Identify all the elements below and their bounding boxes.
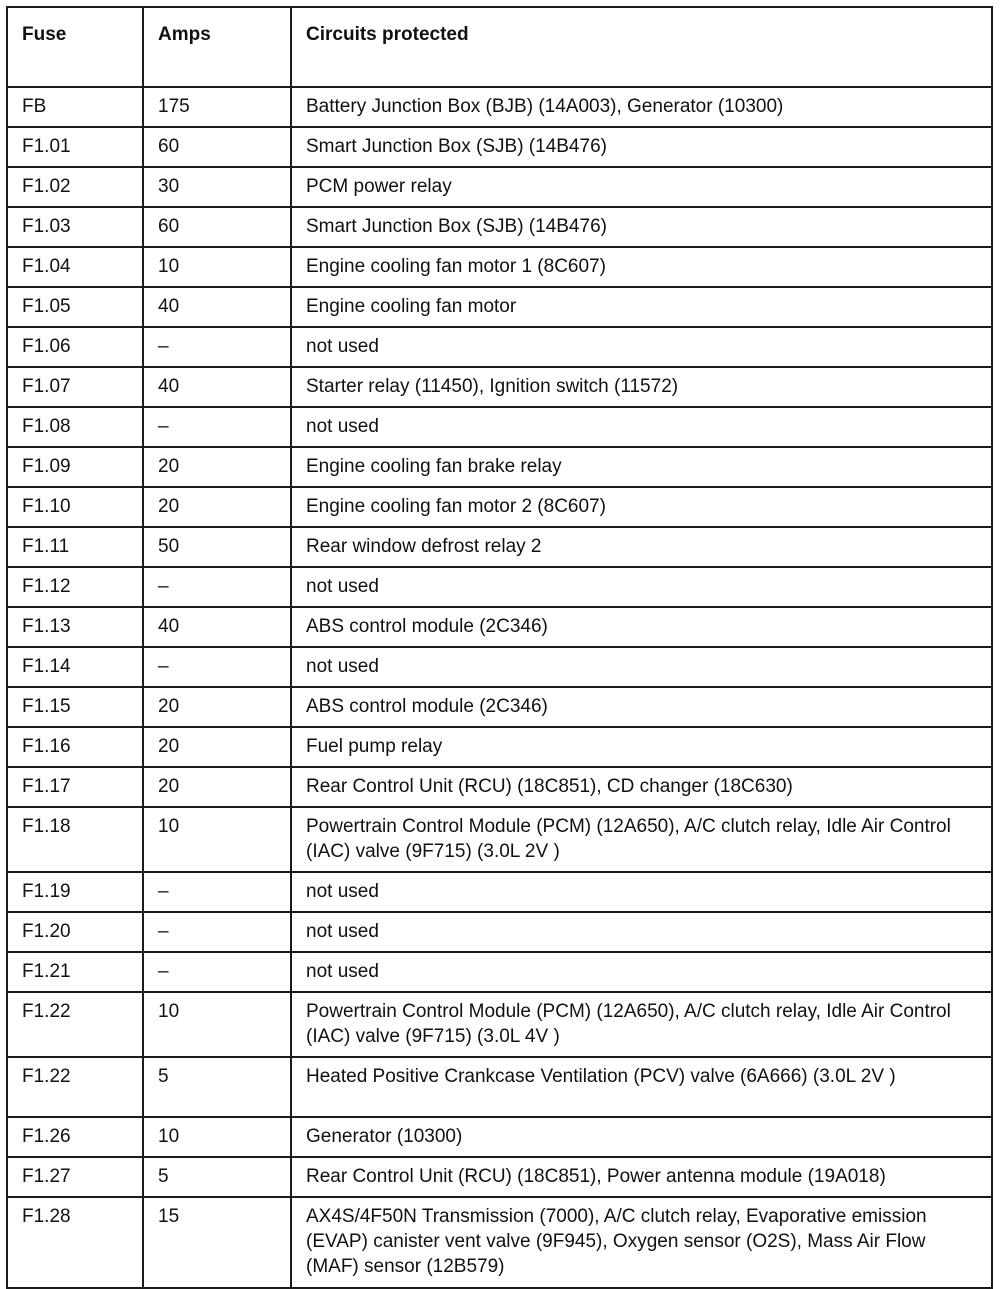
table-row <box>7 527 992 567</box>
table-row <box>7 207 992 247</box>
amps-cell: 20 <box>143 687 291 727</box>
fuse-cell: F1.20 <box>7 912 143 952</box>
fuse-cell: F1.06 <box>7 327 143 367</box>
table-row <box>7 327 992 367</box>
circuits-cell: Engine cooling fan motor 2 (8C607) <box>291 487 992 527</box>
circuits-cell: Powertrain Control Module (PCM) (12A650), A/C clutch relay, Idle Air Control (IAC) valve (9F715) (3.0L 2V ) <box>291 807 992 872</box>
circuits-cell: not used <box>291 872 992 912</box>
amps-cell: 5 <box>143 1157 291 1197</box>
fuse-cell: F1.02 <box>7 167 143 207</box>
fuse-cell: F1.07 <box>7 367 143 407</box>
table-row <box>7 872 992 912</box>
table-row <box>7 247 992 287</box>
table-row <box>7 127 992 167</box>
table-row <box>7 992 992 1057</box>
fuse-cell: F1.01 <box>7 127 143 167</box>
table-row <box>7 287 992 327</box>
circuits-cell: not used <box>291 327 992 367</box>
fuse-cell: F1.22 <box>7 992 143 1057</box>
circuits-cell: Heated Positive Crankcase Ventilation (PCV) valve (6A666) (3.0L 2V ) <box>291 1057 992 1117</box>
table-row <box>7 407 992 447</box>
table-row <box>7 952 992 992</box>
amps-cell: – <box>143 952 291 992</box>
circuits-cell: PCM power relay <box>291 167 992 207</box>
table-row <box>7 487 992 527</box>
table-row <box>7 647 992 687</box>
circuits-cell: Smart Junction Box (SJB) (14B476) <box>291 127 992 167</box>
fuse-cell: F1.09 <box>7 447 143 487</box>
fuse-cell: F1.10 <box>7 487 143 527</box>
circuits-cell: Engine cooling fan motor 1 (8C607) <box>291 247 992 287</box>
amps-cell: 60 <box>143 207 291 247</box>
amps-cell: 60 <box>143 127 291 167</box>
amps-cell: 40 <box>143 287 291 327</box>
circuits-cell: Generator (10300) <box>291 1117 992 1157</box>
table-row <box>7 912 992 952</box>
fuse-cell: F1.18 <box>7 807 143 872</box>
circuits-cell: Battery Junction Box (BJB) (14A003), Generator (10300) <box>291 87 992 127</box>
circuits-cell: Rear Control Unit (RCU) (18C851), CD changer (18C630) <box>291 767 992 807</box>
amps-cell: 10 <box>143 247 291 287</box>
circuits-cell: Engine cooling fan motor <box>291 287 992 327</box>
fuse-cell: F1.03 <box>7 207 143 247</box>
table-row <box>7 447 992 487</box>
fuse-table <box>6 6 993 1289</box>
table-row <box>7 687 992 727</box>
fuse-cell: F1.27 <box>7 1157 143 1197</box>
fuse-cell: F1.04 <box>7 247 143 287</box>
circuits-cell: Smart Junction Box (SJB) (14B476) <box>291 207 992 247</box>
amps-cell: – <box>143 407 291 447</box>
circuits-cell: Starter relay (11450), Ignition switch (11572) <box>291 367 992 407</box>
amps-cell: – <box>143 647 291 687</box>
table-row <box>7 87 992 127</box>
circuits-cell: Engine cooling fan brake relay <box>291 447 992 487</box>
circuits-cell: not used <box>291 912 992 952</box>
amps-cell: 175 <box>143 87 291 127</box>
amps-cell: 40 <box>143 607 291 647</box>
table-row <box>7 1057 992 1117</box>
amps-cell: 15 <box>143 1197 291 1288</box>
amps-cell: 10 <box>143 1117 291 1157</box>
header-amps: Amps <box>143 7 291 87</box>
circuits-cell: not used <box>291 407 992 447</box>
fuse-cell: F1.13 <box>7 607 143 647</box>
amps-cell: 40 <box>143 367 291 407</box>
header-fuse: Fuse <box>7 7 143 87</box>
table-row <box>7 1117 992 1157</box>
header-row <box>7 7 992 87</box>
fuse-cell: F1.17 <box>7 767 143 807</box>
table-row <box>7 167 992 207</box>
fuse-cell: F1.16 <box>7 727 143 767</box>
table-row <box>7 767 992 807</box>
amps-cell: 5 <box>143 1057 291 1117</box>
fuse-cell: F1.08 <box>7 407 143 447</box>
circuits-cell: ABS control module (2C346) <box>291 607 992 647</box>
table-row <box>7 567 992 607</box>
circuits-cell: Rear window defrost relay 2 <box>291 527 992 567</box>
fuse-cell: F1.19 <box>7 872 143 912</box>
amps-cell: 10 <box>143 807 291 872</box>
header-circuits: Circuits protected <box>291 7 992 87</box>
fuse-cell: F1.15 <box>7 687 143 727</box>
fuse-cell: F1.21 <box>7 952 143 992</box>
table-row <box>7 1197 992 1288</box>
table-row <box>7 727 992 767</box>
table-row <box>7 607 992 647</box>
amps-cell: 30 <box>143 167 291 207</box>
fuse-cell: F1.05 <box>7 287 143 327</box>
circuits-cell: not used <box>291 952 992 992</box>
circuits-cell: ABS control module (2C346) <box>291 687 992 727</box>
amps-cell: 20 <box>143 487 291 527</box>
amps-cell: – <box>143 872 291 912</box>
table-row <box>7 807 992 872</box>
circuits-cell: Powertrain Control Module (PCM) (12A650), A/C clutch relay, Idle Air Control (IAC) valve (9F715) (3.0L 4V ) <box>291 992 992 1057</box>
table-row <box>7 1157 992 1197</box>
amps-cell: 20 <box>143 447 291 487</box>
amps-cell: 20 <box>143 767 291 807</box>
table-row <box>7 367 992 407</box>
circuits-cell: AX4S/4F50N Transmission (7000), A/C clutch relay, Evaporative emission (EVAP) canister vent valve (9F945), Oxygen sensor (O2S), Mass Air Flow (MAF) sensor (12B579) <box>291 1197 992 1288</box>
amps-cell: 50 <box>143 527 291 567</box>
amps-cell: – <box>143 327 291 367</box>
circuits-cell: Fuel pump relay <box>291 727 992 767</box>
amps-cell: – <box>143 567 291 607</box>
fuse-cell: F1.28 <box>7 1197 143 1288</box>
circuits-cell: not used <box>291 647 992 687</box>
fuse-cell: F1.22 <box>7 1057 143 1117</box>
amps-cell: 20 <box>143 727 291 767</box>
circuits-cell: Rear Control Unit (RCU) (18C851), Power antenna module (19A018) <box>291 1157 992 1197</box>
circuits-cell: not used <box>291 567 992 607</box>
fuse-cell: F1.11 <box>7 527 143 567</box>
fuse-cell: F1.12 <box>7 567 143 607</box>
fuse-cell: FB <box>7 87 143 127</box>
fuse-cell: F1.26 <box>7 1117 143 1157</box>
amps-cell: – <box>143 912 291 952</box>
fuse-cell: F1.14 <box>7 647 143 687</box>
amps-cell: 10 <box>143 992 291 1057</box>
